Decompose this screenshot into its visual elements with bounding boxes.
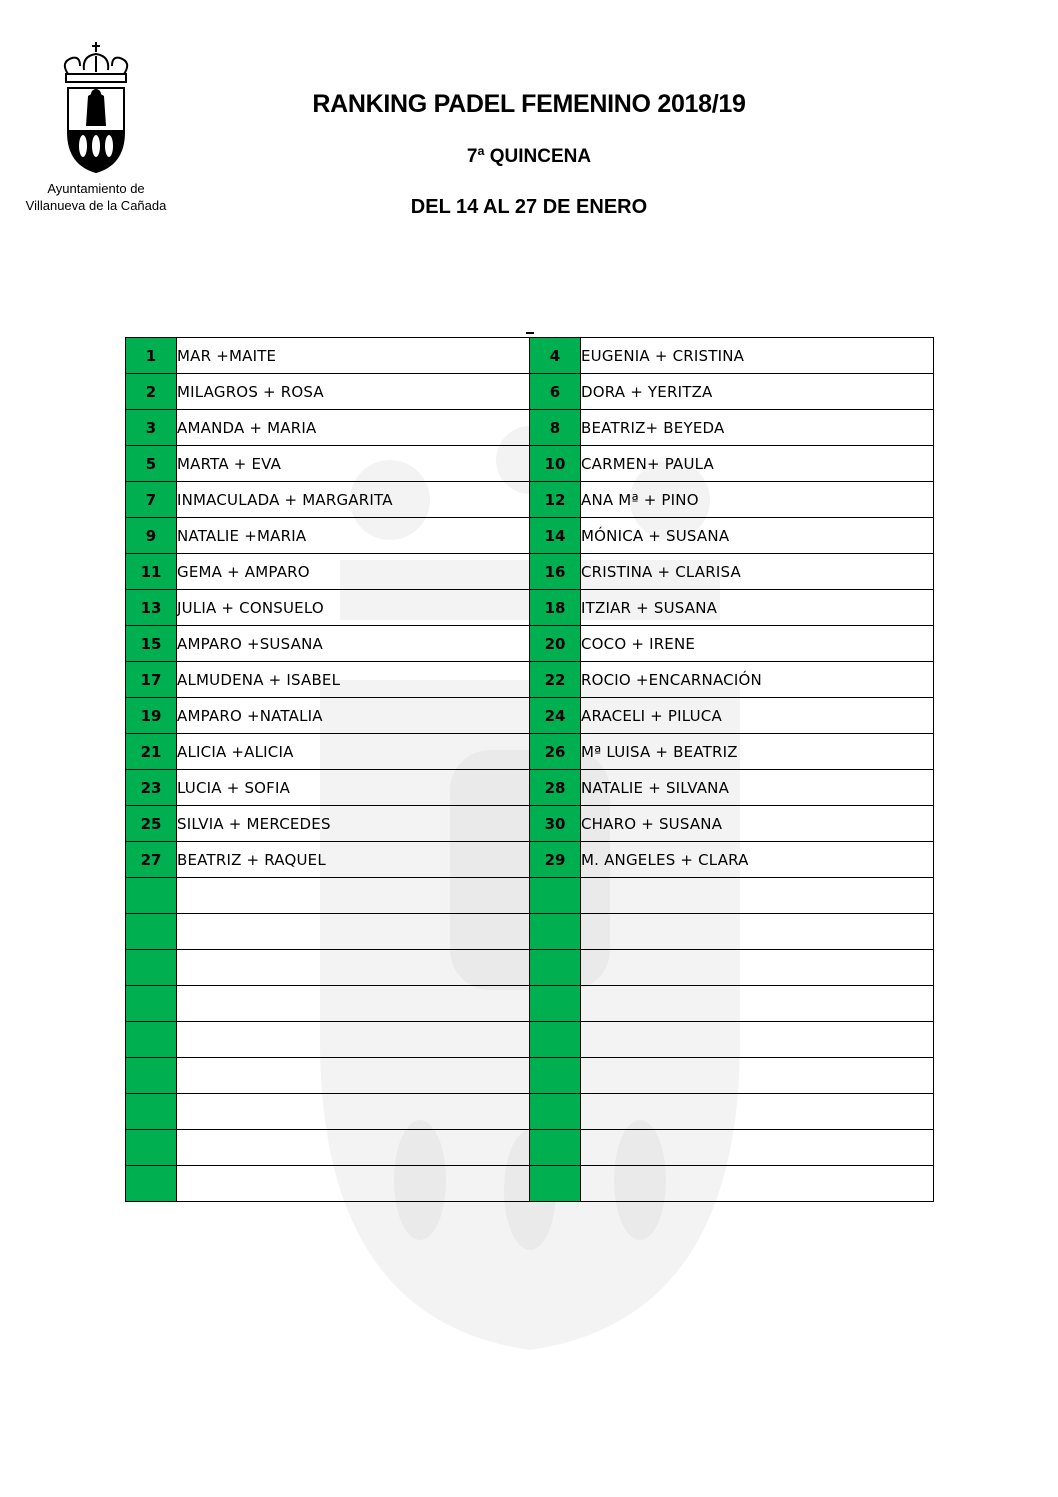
pair-right — [581, 950, 934, 986]
pair-left: INMACULADA + MARGARITA — [177, 482, 530, 518]
rank-left: 5 — [126, 446, 177, 482]
pair-right: ROCIO +ENCARNACIÓN — [581, 662, 934, 698]
table-row — [126, 986, 934, 1022]
table-row — [126, 770, 934, 806]
pair-left: MAR +MAITE — [177, 338, 530, 374]
table-row — [126, 914, 934, 950]
table-row — [126, 1022, 934, 1058]
pair-left: ALICIA +ALICIA — [177, 734, 530, 770]
rank-right — [530, 1058, 581, 1094]
rank-right — [530, 1130, 581, 1166]
rank-right: 29 — [530, 842, 581, 878]
table-row — [126, 806, 934, 842]
rank-left: 25 — [126, 806, 177, 842]
pair-right: ITZIAR + SUSANA — [581, 590, 934, 626]
pair-right — [581, 1022, 934, 1058]
table-row — [126, 662, 934, 698]
rank-left: 11 — [126, 554, 177, 590]
period-label: 7ª QUINCENA — [466, 146, 592, 167]
rank-right: 24 — [530, 698, 581, 734]
pair-left — [177, 1022, 530, 1058]
pair-right: MÓNICA + SUSANA — [581, 518, 934, 554]
pair-left: MILAGROS + ROSA — [177, 374, 530, 410]
rank-right: 12 — [530, 482, 581, 518]
table-row — [126, 446, 934, 482]
rank-right: 30 — [530, 806, 581, 842]
rank-right: 10 — [530, 446, 581, 482]
rank-left: 7 — [126, 482, 177, 518]
pair-right: COCO + IRENE — [581, 626, 934, 662]
pair-left: ALMUDENA + ISABEL — [177, 662, 530, 698]
ranking-table-body — [126, 338, 934, 1202]
rank-right: 18 — [530, 590, 581, 626]
table-row — [126, 842, 934, 878]
rank-right — [530, 878, 581, 914]
pair-left: NATALIE +MARIA — [177, 518, 530, 554]
rank-left: 9 — [126, 518, 177, 554]
rank-right — [530, 914, 581, 950]
org-line-2: Villanueva de la Cañada — [25, 198, 167, 213]
pair-right — [581, 878, 934, 914]
rank-left — [126, 1130, 177, 1166]
pair-left: BEATRIZ + RAQUEL — [177, 842, 530, 878]
rank-left — [126, 1022, 177, 1058]
pair-right: DORA + YERITZA — [581, 374, 934, 410]
pair-left: MARTA + EVA — [177, 446, 530, 482]
pair-left: AMPARO +SUSANA — [177, 626, 530, 662]
table-row — [126, 482, 934, 518]
pair-right: Mª LUISA + BEATRIZ — [581, 734, 934, 770]
rank-right: 28 — [530, 770, 581, 806]
rank-left — [126, 1094, 177, 1130]
table-row — [126, 950, 934, 986]
rank-left: 3 — [126, 410, 177, 446]
rank-left — [126, 1058, 177, 1094]
pair-left — [177, 1130, 530, 1166]
table-row — [126, 590, 934, 626]
table-row — [126, 1058, 934, 1094]
pair-left — [177, 914, 530, 950]
page-title: RANKING PADEL FEMENINO 2018/19 — [312, 90, 746, 118]
rank-left: 21 — [126, 734, 177, 770]
pair-right — [581, 986, 934, 1022]
table-row — [126, 518, 934, 554]
pair-right: NATALIE + SILVANA — [581, 770, 934, 806]
pair-right — [581, 1058, 934, 1094]
ranking-table — [125, 337, 934, 1202]
pair-right: CARMEN+ PAULA — [581, 446, 934, 482]
rank-left: 23 — [126, 770, 177, 806]
rank-left — [126, 914, 177, 950]
pair-left — [177, 1058, 530, 1094]
pair-left: AMANDA + MARIA — [177, 410, 530, 446]
table-row — [126, 878, 934, 914]
pair-right — [581, 1130, 934, 1166]
table-row — [126, 698, 934, 734]
pair-left — [177, 1166, 530, 1202]
pair-right: BEATRIZ+ BEYEDA — [581, 410, 934, 446]
pair-left — [177, 878, 530, 914]
table-row — [126, 1094, 934, 1130]
rank-right: 8 — [530, 410, 581, 446]
pair-right: ANA Mª + PINO — [581, 482, 934, 518]
table-row — [126, 338, 934, 374]
rank-left: 15 — [126, 626, 177, 662]
table-row — [126, 734, 934, 770]
rank-right: 16 — [530, 554, 581, 590]
rank-right — [530, 1094, 581, 1130]
table-tick-mark — [526, 332, 534, 334]
pair-left: JULIA + CONSUELO — [177, 590, 530, 626]
rank-right: 26 — [530, 734, 581, 770]
pair-left — [177, 1094, 530, 1130]
rank-left: 2 — [126, 374, 177, 410]
rank-left: 1 — [126, 338, 177, 374]
table-row — [126, 374, 934, 410]
rank-right — [530, 986, 581, 1022]
rank-right — [530, 1166, 581, 1202]
date-range: DEL 14 AL 27 DE ENERO — [410, 196, 648, 218]
rank-left: 19 — [126, 698, 177, 734]
pair-right: CRISTINA + CLARISA — [581, 554, 934, 590]
pair-right — [581, 914, 934, 950]
rank-left — [126, 1166, 177, 1202]
pair-right: ARACELI + PILUCA — [581, 698, 934, 734]
pair-left: AMPARO +NATALIA — [177, 698, 530, 734]
table-row — [126, 626, 934, 662]
pair-left: GEMA + AMPARO — [177, 554, 530, 590]
pair-left: LUCIA + SOFIA — [177, 770, 530, 806]
table-row — [126, 410, 934, 446]
table-row — [126, 1166, 934, 1202]
pair-left — [177, 950, 530, 986]
pair-left — [177, 986, 530, 1022]
rank-left — [126, 878, 177, 914]
pair-right: CHARO + SUSANA — [581, 806, 934, 842]
rank-right — [530, 950, 581, 986]
rank-right: 20 — [530, 626, 581, 662]
rank-right: 6 — [530, 374, 581, 410]
table-row — [126, 554, 934, 590]
org-line-1: Ayuntamiento de — [47, 181, 145, 196]
rank-right: 22 — [530, 662, 581, 698]
rank-left: 13 — [126, 590, 177, 626]
pair-right — [581, 1166, 934, 1202]
rank-left — [126, 950, 177, 986]
pair-right: M. ANGELES + CLARA — [581, 842, 934, 878]
rank-left: 27 — [126, 842, 177, 878]
table-row — [126, 1130, 934, 1166]
pair-left: SILVIA + MERCEDES — [177, 806, 530, 842]
rank-right — [530, 1022, 581, 1058]
rank-left: 17 — [126, 662, 177, 698]
rank-right: 4 — [530, 338, 581, 374]
pair-right — [581, 1094, 934, 1130]
pair-right: EUGENIA + CRISTINA — [581, 338, 934, 374]
rank-left — [126, 986, 177, 1022]
rank-right: 14 — [530, 518, 581, 554]
